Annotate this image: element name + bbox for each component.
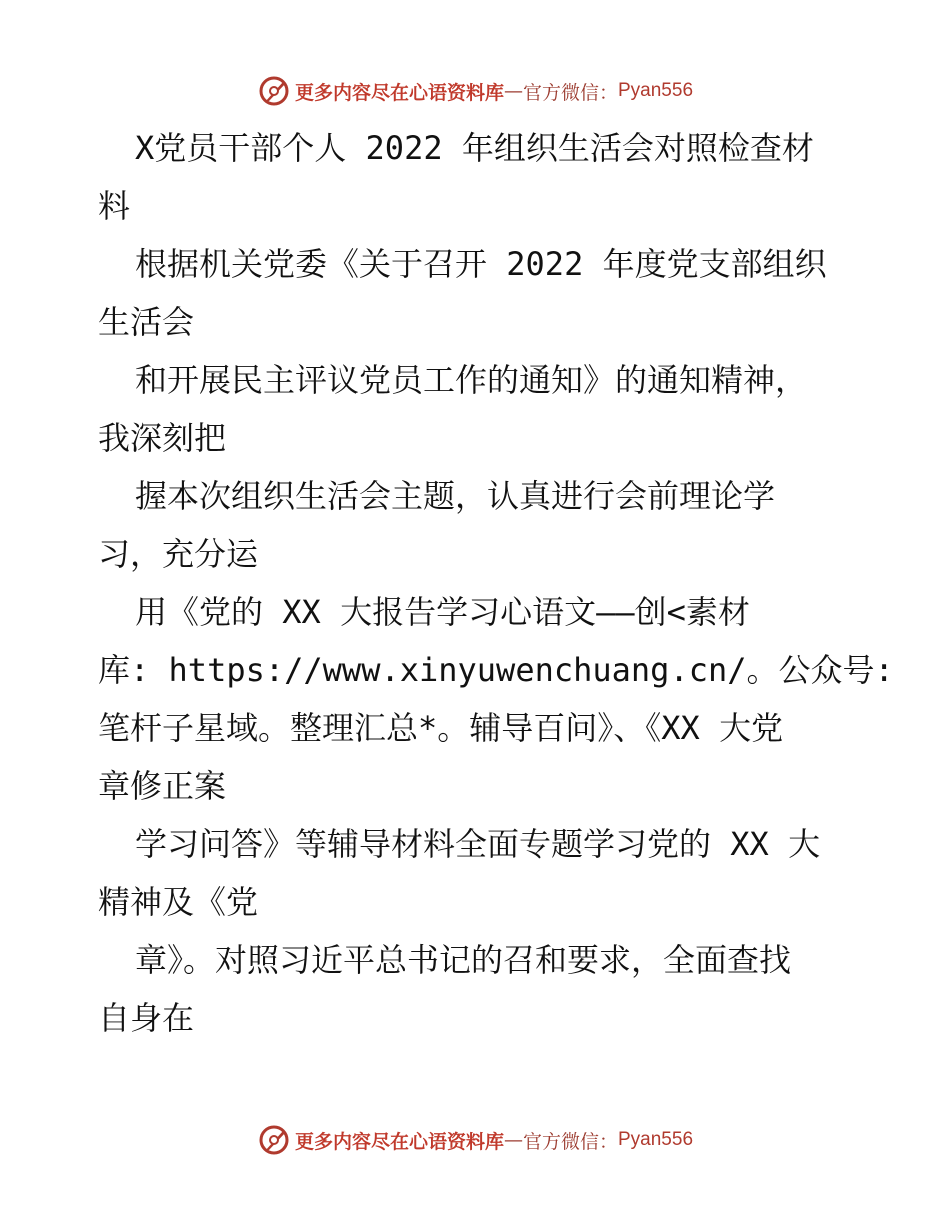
banner-wechat-id: Pyan556 (618, 1129, 694, 1150)
paragraph-line: 生活会 (98, 303, 195, 341)
paragraph-line: 章修正案 (98, 767, 227, 805)
paragraph-line: 笔杆子星域。整理汇总*。辅导百问》、《XX 大党 (98, 709, 784, 747)
banner-wechat-label: 官方微信： (522, 81, 618, 104)
paragraph-line: 握本次组织生活会主题，认真进行会前理论学 (135, 477, 776, 515)
paragraph-line: 我深刻把 (98, 419, 227, 457)
quill-logo-icon (257, 1123, 291, 1157)
paragraph-line: 根据机关党委《关于召开 2022 年度党支部组织 (135, 245, 827, 283)
banner-brand-text: 更多内容尽在心语资料库 (294, 1130, 504, 1153)
banner-separator: — (503, 1129, 523, 1151)
quill-logo-icon (257, 74, 291, 108)
paragraph-line: 章》。对照习近平总书记的召和要求，全面查找 (135, 941, 792, 979)
banner-separator: — (503, 80, 523, 102)
paragraph-line: 库: https://www.xinyuwenchuang.cn/。公众号: (98, 651, 894, 689)
footer-banner (0, 1118, 950, 1162)
document-title-line: X党员干部个人 2022 年组织生活会对照检查材 (135, 129, 814, 167)
paragraph-line: 学习问答》等辅导材料全面专题学习党的 XX 大 (135, 825, 821, 863)
paragraph-line: 习，充分运 (98, 535, 259, 573)
paragraph-line: 自身在 (98, 999, 195, 1037)
banner-brand-text: 更多内容尽在心语资料库 (294, 81, 504, 104)
paragraph-line: 用《党的 XX 大报告学习心语文——创<素材 (135, 593, 750, 631)
paragraph-line: 和开展民主评议党员工作的通知》的通知精神， (135, 361, 808, 399)
document-title-line: 料 (98, 187, 131, 225)
banner-wechat-label: 官方微信： (522, 1130, 618, 1153)
banner-wechat-id: Pyan556 (618, 80, 694, 101)
header-banner (0, 69, 950, 113)
paragraph-line: 精神及《党 (98, 883, 259, 921)
